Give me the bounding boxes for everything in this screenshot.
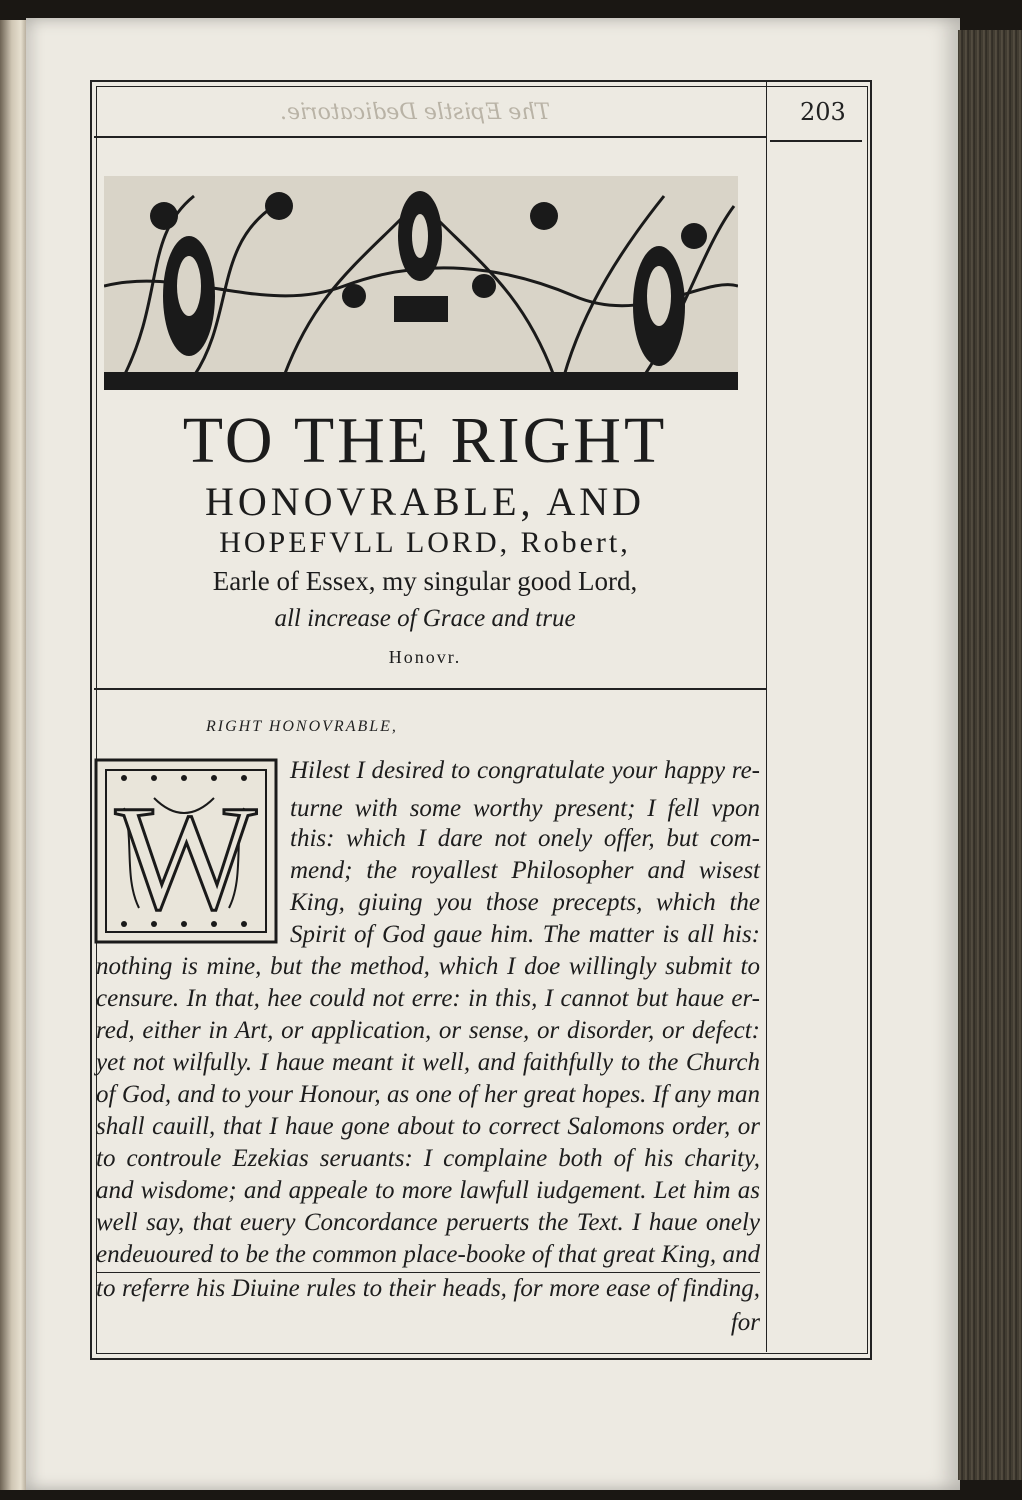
body-line: censure. In that, hee could not erre: in this, I cannot but haue er- xyxy=(96,985,760,1012)
page-number: 203 xyxy=(800,98,846,126)
body-line: well say, that euery Concordance peruerts the Text. I haue onely xyxy=(96,1209,760,1236)
underline-rule xyxy=(96,1272,760,1273)
drop-cap-letter: W xyxy=(115,775,257,941)
salutation: RIGHT HONOVRABLE, xyxy=(206,718,398,735)
title-line-3: HOPEFVLL LORD, Robert, xyxy=(219,526,631,559)
body-line: Hilest I desired to congratulate your happy re- xyxy=(290,757,760,784)
margin-head-rule xyxy=(770,140,862,142)
title-line-5: all increase of Grace and true xyxy=(274,605,576,632)
page-block-edge xyxy=(958,30,1022,1480)
body-line: mend; the royallest Philosopher and wisest xyxy=(290,857,760,884)
body-line: to controule Ezekias seruants: I complaine both of his charity, xyxy=(96,1145,760,1172)
body-line: yet not wilfully. I haue meant it well, and faithfully to the Church xyxy=(96,1049,760,1076)
body-line: this: which I dare not onely offer, but com- xyxy=(290,825,760,852)
running-head-show-through: The Epistle Dedicatorie. xyxy=(280,100,551,125)
head-rule xyxy=(94,136,766,138)
body-line: King, giuing you those precepts, which the xyxy=(290,889,760,916)
title-line-4: Earle of Essex, my singular good Lord, xyxy=(212,566,638,596)
catchword: for xyxy=(730,1309,760,1336)
margin-column-rule xyxy=(766,82,767,1352)
body-line: shall cauill, that I haue gone about to correct Salomons order, or xyxy=(96,1113,760,1140)
title-rule xyxy=(94,688,766,690)
woodcut-headpiece xyxy=(104,176,738,390)
left-page-edge xyxy=(0,20,26,1490)
title-line-6: Honovr. xyxy=(388,647,462,667)
body-line: Spirit of God gaue him. The matter is all his: xyxy=(290,921,760,948)
body-line: nothing is mine, but the method, which I doe willingly submit to xyxy=(96,953,760,980)
body-line: endeuoured to be the common place-booke of that great King, and xyxy=(96,1241,760,1268)
decorated-initial xyxy=(94,758,278,944)
body-line: of God, and to your Honour, as one of her great hopes. If any man xyxy=(96,1081,760,1108)
body-line: turne with some worthy present; I fell vpon xyxy=(290,795,760,822)
body-line: and wisdome; and appeale to more lawfull iudgement. Let him as xyxy=(96,1177,760,1204)
body-line: red, either in Art, or application, or sense, or disorder, or defect: xyxy=(96,1017,760,1044)
title-line-1: TO THE RIGHT xyxy=(182,404,668,477)
title-line-2: HONOVRABLE, AND xyxy=(205,479,645,524)
body-line: to referre his Diuine rules to their heads, for more ease of finding, xyxy=(96,1275,760,1302)
